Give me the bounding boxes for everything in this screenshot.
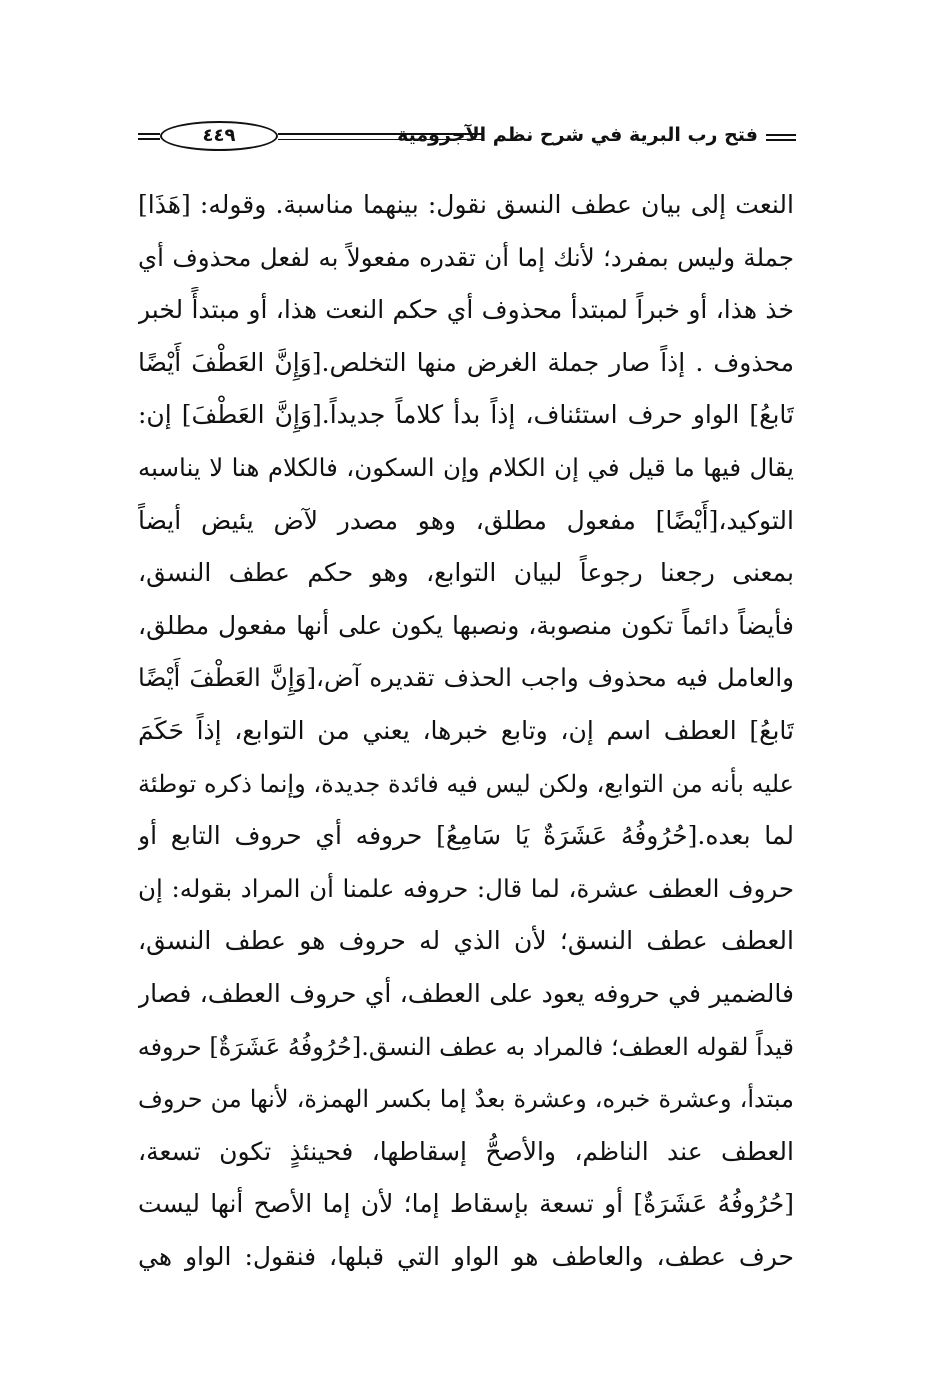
text-line: والعامل فيه محذوف واجب الحذف تقديره آض،[وَإِنَّ العَطْفَ أَيْضًا	[138, 663, 794, 693]
text-line: العطف عطف النسق؛ لأن الذي له حروف هو عطف النسق،	[138, 926, 794, 956]
text-line: فالضمير في حروفه يعود على العطف، أي حروف العطف، فصار	[138, 978, 794, 1008]
text-line: العطف عند الناظم، والأصحُّ إسقاطها، فحينئذٍ تكون تسعة،	[138, 1136, 794, 1166]
running-header	[138, 118, 796, 158]
text-line: خذ هذا، أو خبراً لمبتدأ محذوف أي حكم النعت هذا، أو مبتدأً لخبر	[138, 295, 794, 325]
book-title: فتح رب البرية في شرح نظم الآجرومية	[397, 124, 758, 146]
text-line: بمعنى رجعنا رجوعاً لبيان التوابع، وهو حكم عطف النسق،	[138, 558, 794, 588]
text-line: قيداً لقوله العطف؛ فالمراد به عطف النسق.[حُرُوفُهُ عَشَرَةٌ] حروفه	[138, 1032, 794, 1061]
text-line: تَابعُ] الواو حرف استئناف، إذاً بدأ كلاماً جديداً.[وَإِنَّ العَطْفَ] إن:	[138, 400, 794, 430]
page-number: ٤٤٩	[160, 121, 278, 151]
text-line: حروف العطف عشرة، لما قال: حروفه علمنا أن المراد بقوله: إن	[138, 873, 794, 903]
header-rule	[278, 133, 484, 140]
text-line: فأيضاً دائماً تكون منصوبة، ونصبها يكون على أنها مفعول مطلق،	[138, 610, 794, 640]
text-line: يقال فيها ما قيل في إن الكلام وإن السكون، فالكلام هنا لا يناسبه	[138, 452, 794, 482]
text-line: [حُرُوفُهُ عَشَرَةٌ] أو تسعة بإسقاط إما؛ لأن إما الأصح أنها ليست	[138, 1189, 794, 1219]
text-line: لما بعده.[حُرُوفُهُ عَشَرَةٌ يَا سَامِعُ] حروفه أي حروف التابع أو	[138, 821, 794, 851]
text-line: التوكيد،[أَيْضًا] مفعول مطلق، وهو مصدر لآض يئيض أيضاً	[138, 505, 794, 535]
text-line: عليه بأنه من التوابع، ولكن ليس فيه فائدة جديدة، وإنما ذكره توطئة	[138, 769, 794, 798]
text-line: مبتدأ، وعشرة خبره، وعشرة بعدٌ إما بكسر الهمزة، لأنها من حروف	[138, 1085, 794, 1114]
text-line: محذوف . إذاً صار جملة الغرض منها التخلص.[وَإِنَّ العَطْفَ أَيْضًا	[138, 347, 794, 377]
body-text	[138, 182, 794, 1286]
header-ornament-left	[138, 133, 160, 140]
text-line: النعت إلى بيان عطف النسق نقول: بينهما مناسبة. وقوله: [هَذَا]	[138, 190, 794, 219]
text-line: حرف عطف، والعاطف هو الواو التي قبلها، فنقول: الواو هي	[138, 1241, 794, 1271]
text-line: جملة وليس بمفرد؛ لأنك إما أن تقدره مفعولاً به لفعل محذوف أي	[138, 242, 794, 272]
header-ornament-right	[766, 134, 796, 141]
text-line: تَابعُ] العطف اسم إن، وتابع خبرها، يعني من التوابع، إذاً حَكَمَ	[138, 715, 794, 745]
